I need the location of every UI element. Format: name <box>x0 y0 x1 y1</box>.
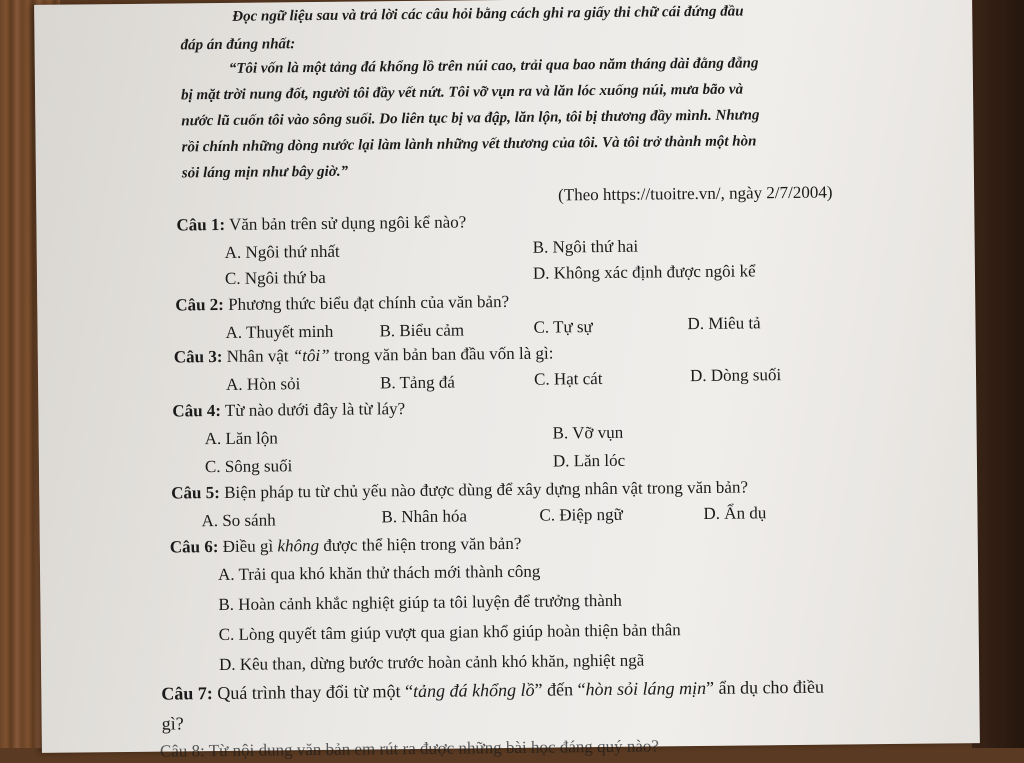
question-1-text: Văn bản trên sử dụng ngôi kể nào? <box>228 212 467 234</box>
question-8-cut-off: Câu 8: Từ nội dung văn bản em rút ra được những bài học đáng quý nào? <box>159 736 660 761</box>
q6-option-b: B. Hoàn cảnh khắc nghiệt giúp ta tôi luyện để trưởng thành <box>218 590 622 615</box>
question-5-label: Câu 5: <box>171 483 220 503</box>
question-2 <box>175 292 509 315</box>
q2-option-b: B. Biểu cảm <box>379 320 465 341</box>
passage-line-5: sỏi láng mịn như bây giờ.” <box>181 163 349 182</box>
q5-option-b: B. Nhân hóa <box>381 506 468 527</box>
question-7-text-d: hòn sỏi láng mịn <box>585 677 707 700</box>
question-7-text-b: tảng đá khổng lồ <box>412 679 535 702</box>
question-7-line-2: gì? <box>161 713 184 734</box>
exam-paper <box>34 0 980 761</box>
passage-line-2: bị mặt trời nung đốt, người tôi đầy vết nứt. Tôi vỡ vụn ra và lăn lóc xuống núi, mưa bão và <box>180 81 744 104</box>
q1-option-a: A. Ngôi thứ nhất <box>224 241 340 262</box>
q4-option-c: C. Sông suối <box>204 456 293 477</box>
dark-background-right <box>972 0 1024 748</box>
question-4 <box>172 399 405 421</box>
q3-option-b: B. Tảng đá <box>379 372 455 393</box>
question-1-label: Câu 1: <box>176 214 226 235</box>
question-6 <box>170 534 522 558</box>
instruction-line-1: Đọc ngữ liệu sau và trả lời các câu hỏi bằng cách ghi ra giấy thi chữ cái đứng đầu <box>232 3 744 25</box>
passage-line-4: rồi chính những dòng nước lại làm lành những vết thương của tôi. Và tôi trở thành một hòn <box>181 133 757 156</box>
question-4-text: Từ nào dưới đây là từ láy? <box>224 399 406 420</box>
q3-option-c: C. Hạt cát <box>533 369 603 389</box>
question-6-label: Câu 6: <box>169 537 219 557</box>
q1-option-c: C. Ngôi thứ ba <box>224 267 326 288</box>
question-2-text: Phương thức biểu đạt chính của văn bản? <box>228 291 510 314</box>
q2-option-a: A. Thuyết minh <box>225 321 334 342</box>
q5-option-c: C. Điệp ngữ <box>539 504 623 525</box>
q4-option-a: A. Lăn lộn <box>204 428 278 449</box>
question-7-text-a: Quá trình thay đổi từ một “ <box>217 681 414 704</box>
passage-source: (Theo https://tuoitre.vn/, ngày 2/7/2004) <box>558 182 833 205</box>
q4-option-d: D. Lăn lóc <box>552 450 626 471</box>
question-7-text-c: ” đến “ <box>534 679 586 700</box>
q3-option-d: D. Dòng suối <box>689 365 782 386</box>
question-3-text-before: Nhân vật <box>226 346 293 366</box>
q6-option-a: A. Trải qua khó khăn thử thách mới thành công <box>217 561 541 585</box>
q1-option-b: B. Ngôi thứ hai <box>532 236 639 257</box>
q6-option-d: D. Kêu than, dừng bước trước hoàn cảnh khó khăn, nghiệt ngã <box>218 650 645 675</box>
question-7-label: Câu 7: <box>161 683 213 704</box>
question-3 <box>174 344 554 368</box>
question-2-label: Câu 2: <box>175 294 225 315</box>
question-3-text-after: trong văn bản ban đầu vốn là gì: <box>329 343 554 365</box>
passage-line-1: “Tôi vốn là một tảng đá khổng lồ trên núi cao, trải qua bao năm tháng dài đằng đẵng <box>228 55 759 77</box>
question-5-text: Biện pháp tu từ chủ yếu nào được dùng để xây dựng nhân vật trong văn bản? <box>224 477 749 502</box>
q2-option-d: D. Miêu tả <box>687 313 761 334</box>
question-6-text-after: được thể hiện trong văn bản? <box>318 533 522 555</box>
q3-option-a: A. Hòn sỏi <box>225 374 301 394</box>
question-7 <box>161 677 824 705</box>
question-7-text-e: ” ẩn dụ cho điều <box>705 676 825 698</box>
q2-option-c: C. Tự sự <box>533 317 593 337</box>
question-5 <box>171 477 748 503</box>
instruction-line-2: đáp án đúng nhất: <box>180 36 296 54</box>
question-6-text-before: Điều gì <box>222 536 278 556</box>
passage-line-3: nước lũ cuốn tôi vào sông suối. Do liên tục bị va đập, lăn lộn, tôi bị thương đầy mình. Nhưng <box>181 107 760 130</box>
question-3-label: Câu 3: <box>173 346 223 367</box>
q5-option-d: D. Ẩn dụ <box>703 503 767 523</box>
question-3-text-italic: “tôi” <box>292 345 330 366</box>
q4-option-b: B. Vỡ vụn <box>552 422 624 443</box>
q6-option-c: C. Lòng quyết tâm giúp vượt qua gian khổ giúp hoàn thiện bản thân <box>218 620 681 645</box>
question-6-text-italic: không <box>277 535 320 556</box>
question-4-label: Câu 4: <box>172 400 222 421</box>
q5-option-a: A. So sánh <box>201 510 276 531</box>
q1-option-d: D. Không xác định được ngôi kể <box>532 261 756 283</box>
question-1 <box>176 212 466 235</box>
